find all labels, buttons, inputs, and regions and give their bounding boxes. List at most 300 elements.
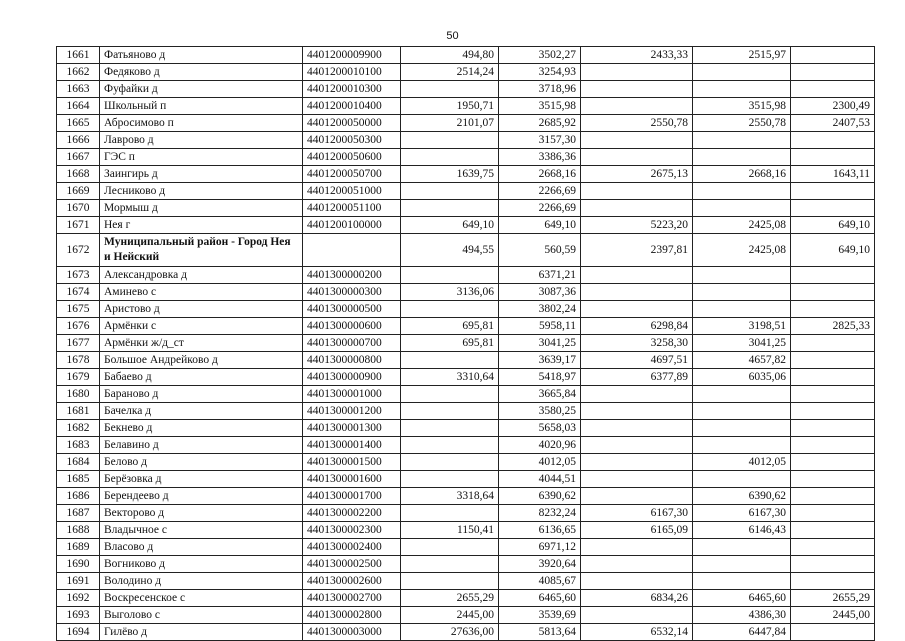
- settlement-name-cell: Аминево с: [100, 284, 303, 301]
- value-2-cell: 3639,17: [499, 352, 581, 369]
- value-1-cell: [401, 301, 499, 318]
- value-3-cell: [581, 301, 693, 318]
- value-3-cell: [581, 420, 693, 437]
- row-number-cell: 1690: [57, 556, 100, 573]
- value-1-cell: 695,81: [401, 335, 499, 352]
- value-1-cell: [401, 403, 499, 420]
- row-number-cell: 1678: [57, 352, 100, 369]
- oktmo-code-cell: 4401300003000: [303, 624, 401, 641]
- value-2-cell: 6971,12: [499, 539, 581, 556]
- settlement-name-cell: Большое Андрейково д: [100, 352, 303, 369]
- row-number-cell: 1668: [57, 166, 100, 183]
- table-row: [57, 403, 875, 420]
- settlement-name-cell: Заингирь д: [100, 166, 303, 183]
- oktmo-code-cell: [303, 234, 401, 267]
- value-1-cell: 649,10: [401, 217, 499, 234]
- settlement-name-cell: Бачелка д: [100, 403, 303, 420]
- value-3-cell: [581, 81, 693, 98]
- table-row: [57, 488, 875, 505]
- row-number-cell: 1675: [57, 301, 100, 318]
- oktmo-code-cell: 4401300001700: [303, 488, 401, 505]
- value-3-cell: [581, 573, 693, 590]
- table-row: [57, 98, 875, 115]
- oktmo-code-cell: 4401300001600: [303, 471, 401, 488]
- oktmo-code-cell: 4401300001200: [303, 403, 401, 420]
- oktmo-code-cell: 4401200050300: [303, 132, 401, 149]
- value-4-cell: 6167,30: [693, 505, 791, 522]
- table-row: [57, 64, 875, 81]
- settlement-name-cell: Векторово д: [100, 505, 303, 522]
- value-2-cell: 4012,05: [499, 454, 581, 471]
- table-row: [57, 386, 875, 403]
- value-2-cell: 3665,84: [499, 386, 581, 403]
- value-4-cell: 3041,25: [693, 335, 791, 352]
- value-2-cell: 3502,27: [499, 47, 581, 64]
- oktmo-code-cell: 4401300000200: [303, 267, 401, 284]
- value-4-cell: [693, 267, 791, 284]
- value-3-cell: 6298,84: [581, 318, 693, 335]
- value-2-cell: 5813,64: [499, 624, 581, 641]
- value-4-cell: 2515,97: [693, 47, 791, 64]
- table-row: [57, 352, 875, 369]
- settlement-name-cell: ГЭС п: [100, 149, 303, 166]
- value-1-cell: 2445,00: [401, 607, 499, 624]
- value-5-cell: 2445,00: [791, 607, 875, 624]
- oktmo-code-cell: 4401300002800: [303, 607, 401, 624]
- value-5-cell: [791, 573, 875, 590]
- table-row: [57, 471, 875, 488]
- value-5-cell: 649,10: [791, 217, 875, 234]
- value-4-cell: 6035,06: [693, 369, 791, 386]
- value-5-cell: [791, 200, 875, 217]
- value-1-cell: 2101,07: [401, 115, 499, 132]
- table-row: [57, 234, 875, 267]
- row-number-cell: 1686: [57, 488, 100, 505]
- settlement-name-cell: Белово д: [100, 454, 303, 471]
- value-4-cell: [693, 403, 791, 420]
- table-row: [57, 454, 875, 471]
- value-1-cell: 2655,29: [401, 590, 499, 607]
- oktmo-code-cell: 4401200051100: [303, 200, 401, 217]
- value-3-cell: [581, 386, 693, 403]
- table-row: [57, 369, 875, 386]
- value-4-cell: [693, 183, 791, 200]
- page-number: 50: [446, 30, 459, 42]
- value-5-cell: [791, 284, 875, 301]
- value-3-cell: [581, 454, 693, 471]
- value-4-cell: [693, 437, 791, 454]
- value-2-cell: 3539,69: [499, 607, 581, 624]
- settlement-name-cell: Бекнево д: [100, 420, 303, 437]
- value-3-cell: 2433,33: [581, 47, 693, 64]
- value-5-cell: [791, 81, 875, 98]
- value-3-cell: [581, 488, 693, 505]
- value-3-cell: 6834,26: [581, 590, 693, 607]
- table-row: [57, 505, 875, 522]
- value-4-cell: 3515,98: [693, 98, 791, 115]
- value-2-cell: 5658,03: [499, 420, 581, 437]
- value-1-cell: 27636,00: [401, 624, 499, 641]
- oktmo-code-cell: 4401300000700: [303, 335, 401, 352]
- value-1-cell: [401, 573, 499, 590]
- settlement-name-cell: Лесниково д: [100, 183, 303, 200]
- row-number-cell: 1674: [57, 284, 100, 301]
- row-number-cell: 1672: [57, 234, 100, 267]
- row-number-cell: 1685: [57, 471, 100, 488]
- value-4-cell: [693, 149, 791, 166]
- value-2-cell: 2668,16: [499, 166, 581, 183]
- table-row: [57, 437, 875, 454]
- value-4-cell: 6390,62: [693, 488, 791, 505]
- value-5-cell: [791, 471, 875, 488]
- value-5-cell: [791, 132, 875, 149]
- value-1-cell: [401, 386, 499, 403]
- value-5-cell: [791, 369, 875, 386]
- oktmo-code-cell: 4401200010400: [303, 98, 401, 115]
- value-4-cell: 2550,78: [693, 115, 791, 132]
- row-number-cell: 1673: [57, 267, 100, 284]
- value-5-cell: [791, 488, 875, 505]
- oktmo-code-cell: 4401300001000: [303, 386, 401, 403]
- value-4-cell: 6146,43: [693, 522, 791, 539]
- value-2-cell: 6371,21: [499, 267, 581, 284]
- value-2-cell: 3386,36: [499, 149, 581, 166]
- table-row: [57, 149, 875, 166]
- value-1-cell: 1950,71: [401, 98, 499, 115]
- oktmo-code-cell: 4401200010100: [303, 64, 401, 81]
- oktmo-code-cell: 4401300000900: [303, 369, 401, 386]
- table-row: [57, 183, 875, 200]
- value-5-cell: [791, 386, 875, 403]
- value-4-cell: 6465,60: [693, 590, 791, 607]
- settlement-name-cell: Армёнки ж/д_ст: [100, 335, 303, 352]
- value-5-cell: 2825,33: [791, 318, 875, 335]
- value-1-cell: [401, 81, 499, 98]
- value-3-cell: [581, 64, 693, 81]
- settlement-name-cell: Берёзовка д: [100, 471, 303, 488]
- value-3-cell: [581, 403, 693, 420]
- value-5-cell: [791, 267, 875, 284]
- value-1-cell: [401, 454, 499, 471]
- value-5-cell: 2300,49: [791, 98, 875, 115]
- value-1-cell: 1150,41: [401, 522, 499, 539]
- row-number-cell: 1663: [57, 81, 100, 98]
- value-3-cell: 2397,81: [581, 234, 693, 267]
- value-2-cell: 649,10: [499, 217, 581, 234]
- oktmo-code-cell: 4401200050600: [303, 149, 401, 166]
- table-row: [57, 607, 875, 624]
- value-2-cell: 3580,25: [499, 403, 581, 420]
- value-3-cell: [581, 556, 693, 573]
- value-2-cell: 6390,62: [499, 488, 581, 505]
- value-1-cell: [401, 132, 499, 149]
- value-3-cell: [581, 132, 693, 149]
- row-number-cell: 1679: [57, 369, 100, 386]
- settlement-name-cell: Александровка д: [100, 267, 303, 284]
- value-5-cell: [791, 352, 875, 369]
- oktmo-code-cell: 4401300001300: [303, 420, 401, 437]
- value-1-cell: [401, 149, 499, 166]
- table-row: [57, 573, 875, 590]
- value-5-cell: [791, 335, 875, 352]
- value-2-cell: 3515,98: [499, 98, 581, 115]
- value-3-cell: 4697,51: [581, 352, 693, 369]
- value-3-cell: [581, 200, 693, 217]
- value-4-cell: [693, 420, 791, 437]
- table-row: [57, 132, 875, 149]
- value-3-cell: [581, 267, 693, 284]
- value-5-cell: [791, 64, 875, 81]
- row-number-cell: 1661: [57, 47, 100, 64]
- value-2-cell: 5418,97: [499, 369, 581, 386]
- table-row: [57, 420, 875, 437]
- value-4-cell: 4657,82: [693, 352, 791, 369]
- row-number-cell: 1667: [57, 149, 100, 166]
- settlement-name-cell: Абросимово п: [100, 115, 303, 132]
- value-3-cell: 6377,89: [581, 369, 693, 386]
- value-5-cell: [791, 149, 875, 166]
- settlement-name-cell: Белавино д: [100, 437, 303, 454]
- row-number-cell: 1669: [57, 183, 100, 200]
- value-5-cell: [791, 624, 875, 641]
- value-1-cell: 3318,64: [401, 488, 499, 505]
- value-4-cell: [693, 573, 791, 590]
- value-4-cell: 2425,08: [693, 234, 791, 267]
- value-5-cell: [791, 556, 875, 573]
- value-5-cell: [791, 403, 875, 420]
- table-row: [57, 267, 875, 284]
- settlement-name-cell: Вогниково д: [100, 556, 303, 573]
- row-number-cell: 1677: [57, 335, 100, 352]
- value-1-cell: [401, 437, 499, 454]
- row-number-cell: 1693: [57, 607, 100, 624]
- value-2-cell: 6465,60: [499, 590, 581, 607]
- table-row: [57, 200, 875, 217]
- table-row: [57, 81, 875, 98]
- value-1-cell: 695,81: [401, 318, 499, 335]
- settlement-name-cell: Власово д: [100, 539, 303, 556]
- settlement-name-cell: Армёнки с: [100, 318, 303, 335]
- data-table: [56, 46, 875, 641]
- value-5-cell: [791, 522, 875, 539]
- value-3-cell: 6165,09: [581, 522, 693, 539]
- settlement-name-cell: Аристово д: [100, 301, 303, 318]
- row-number-cell: 1694: [57, 624, 100, 641]
- value-1-cell: [401, 183, 499, 200]
- value-2-cell: 6136,65: [499, 522, 581, 539]
- row-number-cell: 1688: [57, 522, 100, 539]
- value-2-cell: 2266,69: [499, 200, 581, 217]
- value-1-cell: [401, 505, 499, 522]
- value-2-cell: 3254,93: [499, 64, 581, 81]
- settlement-name-cell: Гилёво д: [100, 624, 303, 641]
- settlement-name-cell: Лаврово д: [100, 132, 303, 149]
- row-number-cell: 1662: [57, 64, 100, 81]
- settlement-name-cell: Фатьяново д: [100, 47, 303, 64]
- row-number-cell: 1671: [57, 217, 100, 234]
- value-4-cell: 6447,84: [693, 624, 791, 641]
- value-2-cell: 3157,30: [499, 132, 581, 149]
- oktmo-code-cell: 4401300001500: [303, 454, 401, 471]
- oktmo-code-cell: 4401200100000: [303, 217, 401, 234]
- settlement-name-cell: Выголово с: [100, 607, 303, 624]
- table-row: [57, 115, 875, 132]
- row-number-cell: 1681: [57, 403, 100, 420]
- table-row: [57, 539, 875, 556]
- value-5-cell: [791, 539, 875, 556]
- oktmo-code-cell: 4401300000600: [303, 318, 401, 335]
- value-3-cell: 6167,30: [581, 505, 693, 522]
- table-row: [57, 47, 875, 64]
- table-row: [57, 556, 875, 573]
- settlement-name-cell: Берендеево д: [100, 488, 303, 505]
- value-5-cell: [791, 183, 875, 200]
- oktmo-code-cell: 4401300002500: [303, 556, 401, 573]
- value-3-cell: [581, 607, 693, 624]
- value-5-cell: [791, 301, 875, 318]
- value-2-cell: 4020,96: [499, 437, 581, 454]
- settlement-name-cell: Фуфайки д: [100, 81, 303, 98]
- table-row: [57, 301, 875, 318]
- value-1-cell: 2514,24: [401, 64, 499, 81]
- value-5-cell: [791, 47, 875, 64]
- value-3-cell: 2675,13: [581, 166, 693, 183]
- value-1-cell: [401, 420, 499, 437]
- value-4-cell: [693, 386, 791, 403]
- oktmo-code-cell: 4401200050700: [303, 166, 401, 183]
- value-4-cell: [693, 556, 791, 573]
- oktmo-code-cell: 4401300000300: [303, 284, 401, 301]
- value-1-cell: [401, 471, 499, 488]
- value-2-cell: 3718,96: [499, 81, 581, 98]
- row-number-cell: 1687: [57, 505, 100, 522]
- oktmo-code-cell: 4401200051000: [303, 183, 401, 200]
- value-2-cell: 2685,92: [499, 115, 581, 132]
- settlement-name-cell: Муниципальный район - Город Нея и Нейский: [100, 234, 303, 267]
- oktmo-code-cell: 4401200050000: [303, 115, 401, 132]
- value-4-cell: [693, 81, 791, 98]
- value-5-cell: [791, 437, 875, 454]
- value-3-cell: [581, 284, 693, 301]
- row-number-cell: 1676: [57, 318, 100, 335]
- value-4-cell: 4386,30: [693, 607, 791, 624]
- table-row: [57, 217, 875, 234]
- value-1-cell: 3136,06: [401, 284, 499, 301]
- settlement-name-cell: Нея г: [100, 217, 303, 234]
- value-1-cell: [401, 267, 499, 284]
- settlement-name-cell: Бабаево д: [100, 369, 303, 386]
- row-number-cell: 1684: [57, 454, 100, 471]
- value-3-cell: 5223,20: [581, 217, 693, 234]
- row-number-cell: 1691: [57, 573, 100, 590]
- oktmo-code-cell: 4401300000500: [303, 301, 401, 318]
- oktmo-code-cell: 4401200009900: [303, 47, 401, 64]
- row-number-cell: 1666: [57, 132, 100, 149]
- value-4-cell: [693, 200, 791, 217]
- table-row: [57, 318, 875, 335]
- value-4-cell: [693, 284, 791, 301]
- table-row: [57, 335, 875, 352]
- value-3-cell: [581, 539, 693, 556]
- value-5-cell: 649,10: [791, 234, 875, 267]
- value-5-cell: 1643,11: [791, 166, 875, 183]
- settlement-name-cell: Мормыш д: [100, 200, 303, 217]
- value-4-cell: [693, 471, 791, 488]
- value-1-cell: 1639,75: [401, 166, 499, 183]
- value-1-cell: 494,55: [401, 234, 499, 267]
- row-number-cell: 1670: [57, 200, 100, 217]
- value-3-cell: 2550,78: [581, 115, 693, 132]
- value-3-cell: [581, 149, 693, 166]
- value-2-cell: 5958,11: [499, 318, 581, 335]
- settlement-name-cell: Бараново д: [100, 386, 303, 403]
- oktmo-code-cell: 4401300002300: [303, 522, 401, 539]
- oktmo-code-cell: 4401300002600: [303, 573, 401, 590]
- value-2-cell: 3041,25: [499, 335, 581, 352]
- value-2-cell: 3920,64: [499, 556, 581, 573]
- value-2-cell: 3802,24: [499, 301, 581, 318]
- table-row: [57, 522, 875, 539]
- value-4-cell: 2425,08: [693, 217, 791, 234]
- value-4-cell: 4012,05: [693, 454, 791, 471]
- value-1-cell: [401, 539, 499, 556]
- table-row: [57, 624, 875, 641]
- value-4-cell: 2668,16: [693, 166, 791, 183]
- value-3-cell: 6532,14: [581, 624, 693, 641]
- oktmo-code-cell: 4401300002400: [303, 539, 401, 556]
- value-5-cell: [791, 454, 875, 471]
- value-3-cell: [581, 437, 693, 454]
- oktmo-code-cell: 4401300002200: [303, 505, 401, 522]
- value-4-cell: [693, 539, 791, 556]
- oktmo-code-cell: 4401300002700: [303, 590, 401, 607]
- row-number-cell: 1665: [57, 115, 100, 132]
- value-1-cell: 494,80: [401, 47, 499, 64]
- settlement-name-cell: Воскресенское с: [100, 590, 303, 607]
- table-row: [57, 590, 875, 607]
- value-3-cell: [581, 471, 693, 488]
- value-2-cell: 560,59: [499, 234, 581, 267]
- oktmo-code-cell: 4401300001400: [303, 437, 401, 454]
- oktmo-code-cell: 4401300000800: [303, 352, 401, 369]
- value-5-cell: 2655,29: [791, 590, 875, 607]
- value-3-cell: [581, 183, 693, 200]
- settlement-name-cell: Володино д: [100, 573, 303, 590]
- row-number-cell: 1689: [57, 539, 100, 556]
- value-5-cell: 2407,53: [791, 115, 875, 132]
- value-2-cell: 8232,24: [499, 505, 581, 522]
- settlement-name-cell: Школьный п: [100, 98, 303, 115]
- table-row: [57, 284, 875, 301]
- row-number-cell: 1664: [57, 98, 100, 115]
- value-2-cell: 2266,69: [499, 183, 581, 200]
- value-3-cell: 3258,30: [581, 335, 693, 352]
- value-1-cell: [401, 352, 499, 369]
- table-body: [57, 47, 875, 641]
- row-number-cell: 1680: [57, 386, 100, 403]
- value-1-cell: [401, 556, 499, 573]
- table-row: [57, 166, 875, 183]
- value-4-cell: [693, 301, 791, 318]
- value-5-cell: [791, 505, 875, 522]
- settlement-name-cell: Федяково д: [100, 64, 303, 81]
- value-4-cell: [693, 132, 791, 149]
- value-2-cell: 3087,36: [499, 284, 581, 301]
- value-2-cell: 4085,67: [499, 573, 581, 590]
- value-2-cell: 4044,51: [499, 471, 581, 488]
- settlement-name-cell: Владычное с: [100, 522, 303, 539]
- oktmo-code-cell: 4401200010300: [303, 81, 401, 98]
